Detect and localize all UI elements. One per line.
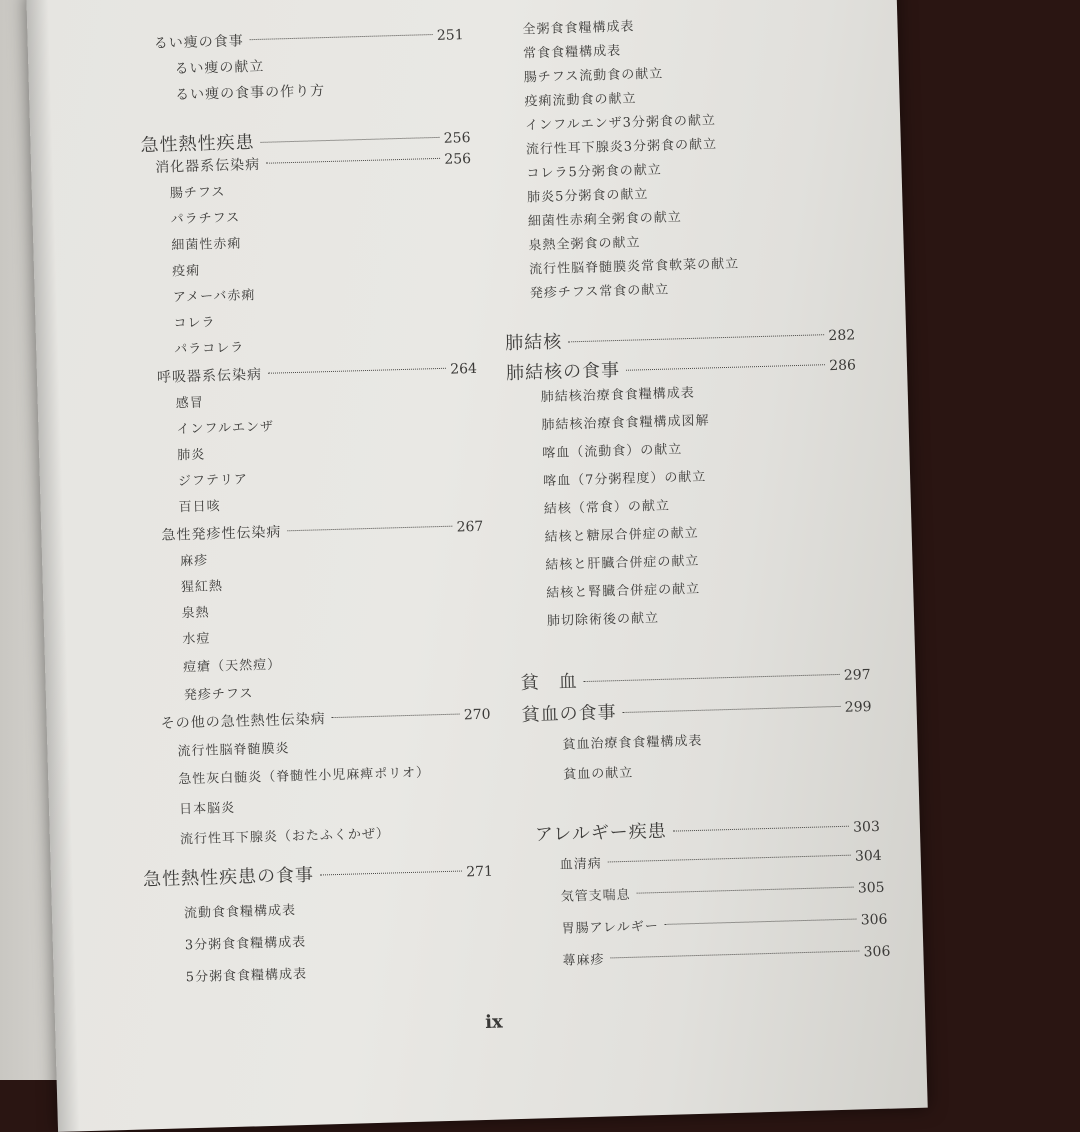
toc-entry: 5分粥食食糧構成表 xyxy=(185,966,308,986)
toc-entry: 呼吸器系伝染病 264 xyxy=(156,360,478,386)
toc-entry: その他の急性熱性伝染病 270 xyxy=(160,706,491,732)
toc-entry: るい痩の食事の作り方 xyxy=(174,83,326,104)
toc-entry: 泉熱 xyxy=(181,605,210,622)
toc-entry: 疫痢 xyxy=(171,263,201,280)
toc-heading: 貧 血 297 xyxy=(520,667,871,694)
toc-entry: 発疹チフス xyxy=(183,686,254,704)
toc-entry: 発疹チフス常食の献立 xyxy=(529,282,670,302)
toc-entry: 急性灰白髄炎（脊髄性小児麻痺ポリオ） xyxy=(178,765,431,788)
toc-entry: 結核（常食）の献立 xyxy=(543,498,671,518)
toc-entry: 胃腸アレルギー 306 xyxy=(561,911,888,937)
toc-entry: 疫痢流動食の献立 xyxy=(524,91,637,110)
toc-entry: 泉熱全粥食の献立 xyxy=(528,235,641,254)
toc-heading: 急性熱性疾患の食事 271 xyxy=(142,863,494,891)
toc-entry: インフルエンザ3分粥食の献立 xyxy=(524,113,717,134)
toc-entry: 腸チフス流動食の献立 xyxy=(523,66,664,86)
toc-entry: パラコレラ xyxy=(174,340,245,358)
toc-entry: 全粥食食糧構成表 xyxy=(522,19,635,38)
toc-entry: 喀血（流動食）の献立 xyxy=(542,442,683,462)
toc-entry: 貧血の献立 xyxy=(563,765,634,783)
toc-entry: 流行性耳下腺炎（おたふくかぜ） xyxy=(179,826,391,848)
toc-heading: 貧血の食事 299 xyxy=(521,699,872,726)
toc-entry: 細菌性赤痢全粥食の献立 xyxy=(527,210,683,230)
toc-entry: アメーバ赤痢 xyxy=(172,288,256,306)
toc-entry: 細菌性赤痢 xyxy=(171,236,242,254)
toc-entry: 肺結核治療食食糧構成表 xyxy=(540,385,695,406)
toc-entry: コレラ5分粥食の献立 xyxy=(526,162,662,182)
toc-heading: 急性熱性疾患 256 xyxy=(140,130,471,157)
toc-entry: 結核と糖尿合併症の献立 xyxy=(544,525,699,546)
toc-entry: 常食食糧構成表 xyxy=(522,43,622,62)
toc-heading: アレルギー疾患 303 xyxy=(534,818,881,846)
toc-entry: 水痘 xyxy=(182,631,211,648)
toc-entry: るい痩の献立 xyxy=(174,58,265,78)
toc-entry: 消化器系伝染病 256 xyxy=(154,151,472,176)
book-page xyxy=(26,0,927,1132)
toc-entry: コレラ xyxy=(173,315,216,332)
toc-entry: 蕁麻疹 306 xyxy=(562,943,891,969)
toc-entry: 流行性脳脊髄膜炎 xyxy=(177,741,290,760)
toc-heading: 肺結核の食事 286 xyxy=(505,357,857,385)
page-folio: ix xyxy=(484,1011,504,1033)
toc-entry: ジフテリア xyxy=(177,472,249,490)
toc-entry: 流行性脳脊髄膜炎常食軟菜の献立 xyxy=(528,256,740,278)
toc-entry: 貧血治療食食糧構成表 xyxy=(562,733,703,753)
toc-entry: 腸チフス xyxy=(169,184,226,202)
toc-entry: 急性発疹性伝染病 267 xyxy=(161,518,484,544)
toc-entry: 日本脳炎 xyxy=(178,800,236,818)
toc-heading: 肺結核 282 xyxy=(504,327,856,355)
toc-entry: 肺炎 xyxy=(177,447,206,464)
toc-entry: 麻疹 xyxy=(180,553,209,570)
toc-entry: パラチフス xyxy=(170,210,241,228)
toc-entry: インフルエンザ xyxy=(176,419,275,438)
toc-entry: 肺結核治療食食糧構成図解 xyxy=(541,413,710,434)
toc-entry: 猩紅熱 xyxy=(180,579,224,596)
toc-entry: 流行性耳下腺炎3分粥食の献立 xyxy=(525,137,718,158)
toc-entry: 喀血（7分粥程度）の献立 xyxy=(542,469,707,490)
toc-entry: 結核と肝臓合併症の献立 xyxy=(545,553,700,574)
toc-entry: 痘瘡（天然痘） xyxy=(182,657,282,676)
toc-entry: 流動食食糧構成表 xyxy=(183,903,297,922)
toc-entry: 血清病 304 xyxy=(559,847,882,873)
toc-entry: 3分粥食食糧構成表 xyxy=(184,934,307,954)
toc-entry: 肺炎5分粥食の献立 xyxy=(526,187,649,206)
toc-entry: 感冒 xyxy=(175,395,205,412)
toc-entry: 百日咳 xyxy=(178,499,221,516)
toc-entry: るい痩の食事 251 xyxy=(153,27,464,52)
toc-entry: 結核と腎臓合併症の献立 xyxy=(546,581,701,602)
toc-entry: 気管支喘息 305 xyxy=(560,879,885,905)
toc-entry: 肺切除術後の献立 xyxy=(546,610,660,630)
